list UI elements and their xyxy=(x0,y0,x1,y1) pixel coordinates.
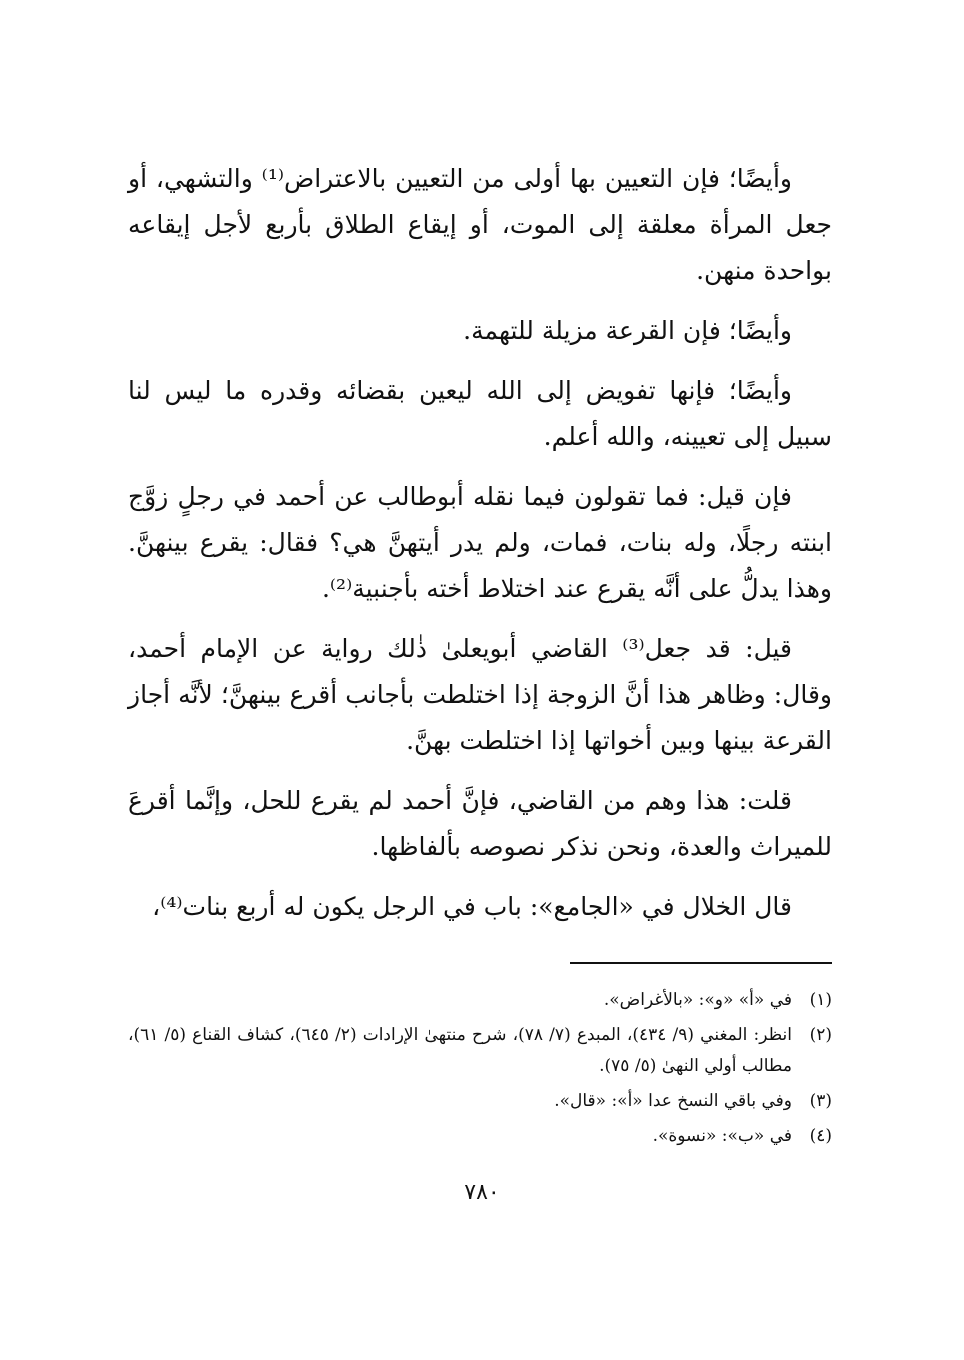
footnote-text: في «ب»: «نسوة». xyxy=(652,1126,792,1146)
paragraph-6: قلت: هذا وهم من القاضي، فإنَّ أحمد لم يقرع للحل، وإنَّما أقرعَ للميراث والعدة، ونحن نذكر نصوصه بألفاظها. xyxy=(128,786,832,861)
paragraph-2: وأيضًا؛ فإن القرعة مزيلة للتهمة. xyxy=(463,316,792,345)
paragraph-7: قال الخلال في «الجامع»: باب في الرجل يكون له أربع بنات⁽⁴⁾، xyxy=(152,892,792,921)
footnote-number: (٣) xyxy=(809,1091,832,1111)
paragraph-3: وأيضًا؛ فإنها تفويض إلى الله ليعين بقضائه وقدره ما ليس لنا سبيل إلى تعيينه، والله أعلم. xyxy=(128,376,832,451)
main-text xyxy=(128,156,832,944)
footnote-number: (١) xyxy=(809,990,832,1010)
footnote-text: في «أ» «و»: «بالأغراض». xyxy=(603,990,792,1010)
paragraph-1: وأيضًا؛ فإن التعيين بها أولى من التعيين بالاعتراض⁽¹⁾ والتشهي، أو جعل المرأة معلقة إلى الموت، أو إيقاع الطلاق بأربع لأجل إيقاعه بواحدة منهن. xyxy=(128,164,832,285)
page-number: ٧٨٠ xyxy=(464,1180,500,1205)
footnote-number: (٢) xyxy=(809,1025,832,1045)
footnote-1 xyxy=(128,985,832,1016)
paragraph-5: قيل: قد جعل⁽³⁾ القاضي أبويعلىٰ ذٰلك رواية عن الإمام أحمد، وقال: وظاهر هذا أنَّ الزوجة إذا اختلطت بأجانب أقرع بينهنَّ؛ لأنَّه أجاز القرعة بينها وبين أخواتها إذا اختلطت بهنَّ. xyxy=(128,634,832,755)
paragraph-4: فإن قيل: فما تقولون فيما نقله أبوطالب عن أحمد في رجلٍ زوَّج ابنته رجلًا، وله بنات، فمات، ولم يدر أيتهنَّ هي؟ فقال: يقرع بينهنَّ. وهذا يدلُّ على أنَّه يقرع عند اختلاط أخته بأجنبية⁽²⁾. xyxy=(128,482,832,603)
footnote-3 xyxy=(128,1086,832,1117)
footnote-2 xyxy=(128,1020,832,1082)
footnote-number: (٤) xyxy=(809,1126,832,1146)
footnote-4 xyxy=(128,1121,832,1152)
footnote-text: انظر: المغني (٩/ ٤٣٤)، المبدع (٧/ ٧٨)، شرح منتهىٰ الإرادات (٢/ ٦٤٥)، كشاف القناع (٥/ ٦١)، مطالب أولي النهىٰ (٥/ ٧٥). xyxy=(128,1025,793,1076)
footnotes xyxy=(128,985,832,1156)
footnote-separator xyxy=(570,962,832,964)
footnote-text: وفي باقي النسخ عدا «أ»: «قال». xyxy=(554,1091,792,1111)
